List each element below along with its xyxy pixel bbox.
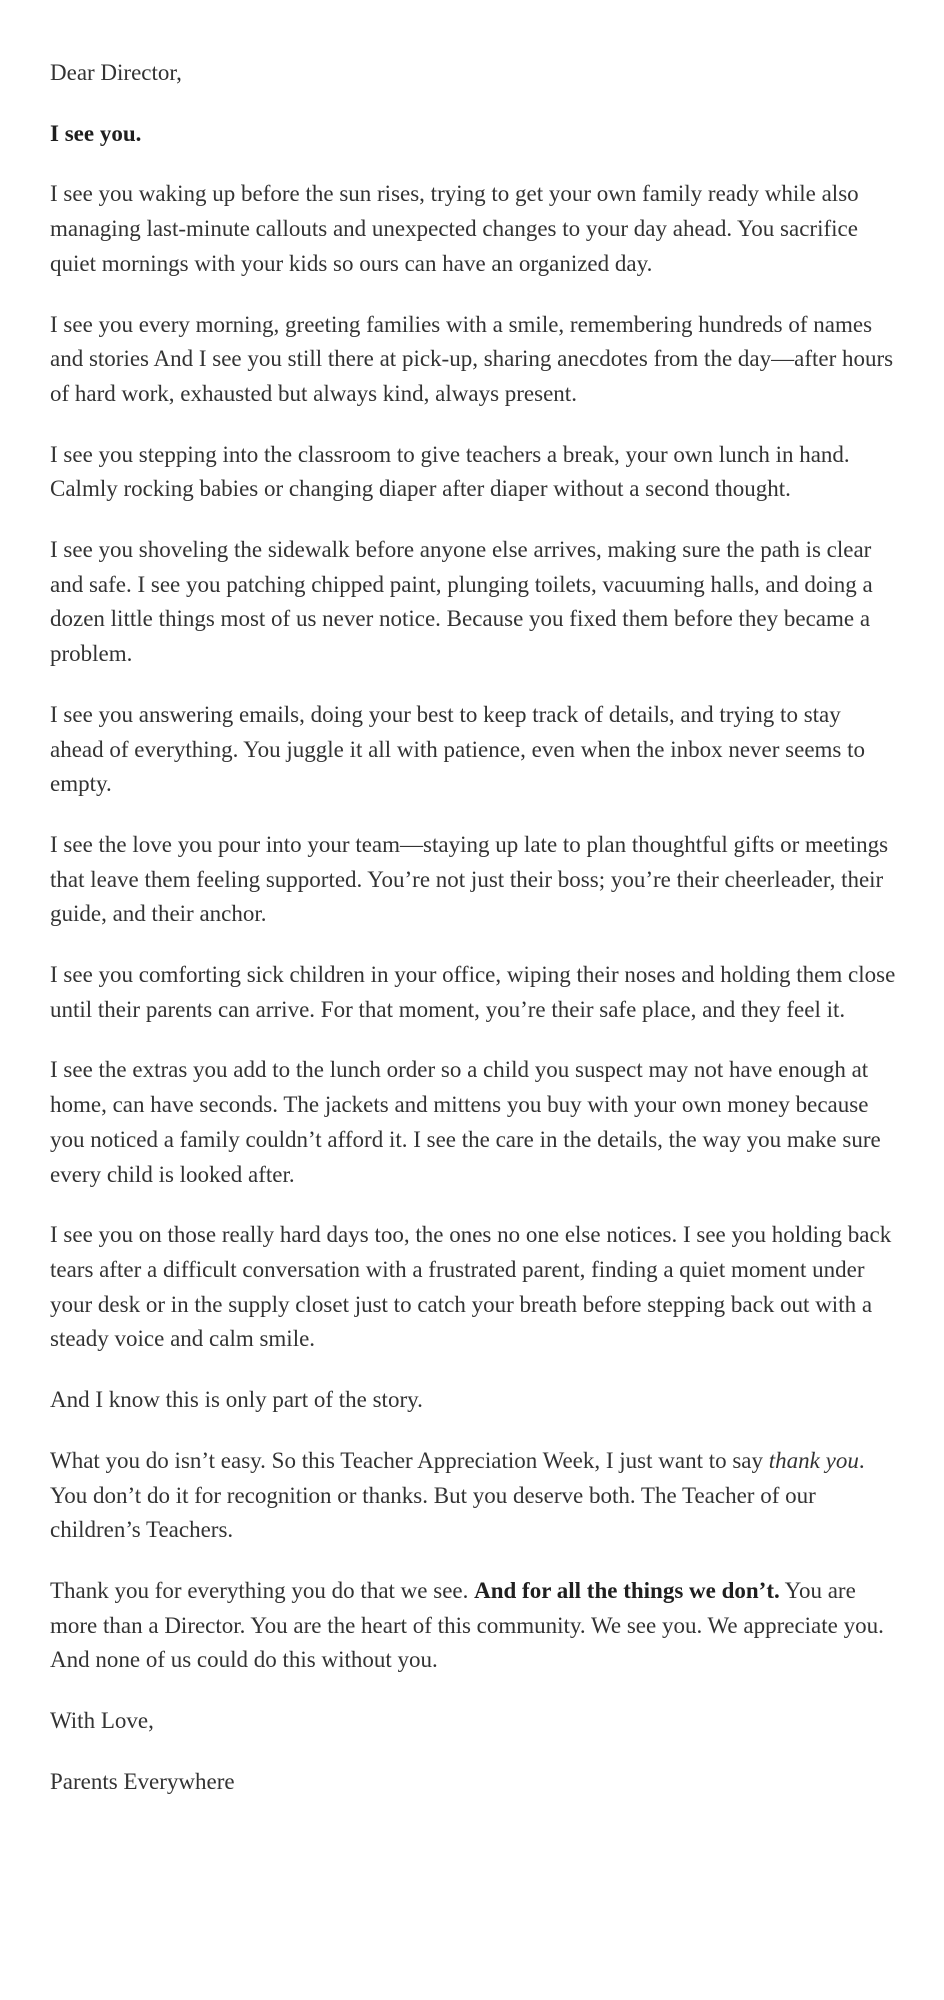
thanks-emphasis: And for all the things we don’t. [474, 1577, 780, 1603]
paragraph-emails: I see you answering emails, doing your best to keep track of details, and trying to stay ahead of everything. You juggle it all with patience, even when the inbox never seems to empty. [50, 701, 866, 797]
paragraph-classroom: I see you stepping into the classroom to give teachers a break, your own lunch in hand. Calmly rocking babies or changing diaper after diaper without a second thought. [50, 441, 850, 502]
paragraph-part-of-story: And I know this is only part of the story. [50, 1387, 423, 1413]
salutation: Dear Director, [50, 60, 182, 85]
paragraph-hard-days: I see you on those really hard days too, the ones no one else notices. I see you holding back tears after a difficult conversation with a frustrated parent, finding a quiet moment under your desk or in the supply closet just to catch your breath before stepping back out with a steady voice and calm smile. [50, 1222, 892, 1352]
intro-line: I see you. [50, 120, 142, 146]
appreciation-text-after: . You don’t do it for recognition or thanks. But you deserve both. The Teacher of our children’s Teachers. [50, 1447, 865, 1543]
thanks-text-before: Thank you for everything you do that we see. [50, 1577, 475, 1603]
paragraph-shoveling: I see you shoveling the sidewalk before anyone else arrives, making sure the path is clear and safe. I see you patching chipped paint, plunging toilets, vacuuming halls, and doing a dozen little things most of us never notice. Because you fixed them before they became a problem. [50, 537, 873, 667]
paragraph-thanks [50, 1574, 900, 1678]
letter-body [50, 56, 900, 1825]
closing: With Love, [50, 1708, 154, 1734]
thanks-text-after: You are more than a Director. You are the heart of this community. We see you. We appreciate you. And none of us could do this without you. [50, 1577, 884, 1673]
paragraph-sick-children: I see you comforting sick children in your office, wiping their noses and holding them close until their parents can arrive. For that moment, you’re their safe place, and they feel it. [50, 962, 896, 1022]
paragraph-waking-up: I see you waking up before the sun rises, trying to get your own family ready while also managing last-minute callouts and unexpected changes to your day ahead. You sacrifice quiet mornings with your kids so ours can have an organized day. [50, 181, 859, 276]
paragraph-every-morning: I see you every morning, greeting families with a smile, remembering hundreds of names and stories And I see you still there at pick-up, sharing anecdotes from the day—after hours of hard work, exhausted but always kind, always present. [50, 311, 894, 406]
signature: Parents Everywhere [50, 1768, 235, 1794]
appreciation-emphasis: thank you [768, 1447, 859, 1473]
paragraph-appreciation [50, 1444, 900, 1548]
appreciation-text-before: What you do isn’t easy. So this Teacher Appreciation Week, I just want to say [50, 1447, 769, 1473]
paragraph-extras: I see the extras you add to the lunch order so a child you suspect may not have enough at home, can have seconds. The jackets and mittens you buy with your own money because you noticed a family couldn’t afford it. I see the care in the details, the way you make sure every child is looked after. [50, 1057, 881, 1187]
paragraph-team: I see the love you pour into your team—staying up late to plan thoughtful gifts or meetings that leave them feeling supported. You’re not just their boss; you’re their cheerleader, their guide, and their anchor. [50, 831, 889, 927]
